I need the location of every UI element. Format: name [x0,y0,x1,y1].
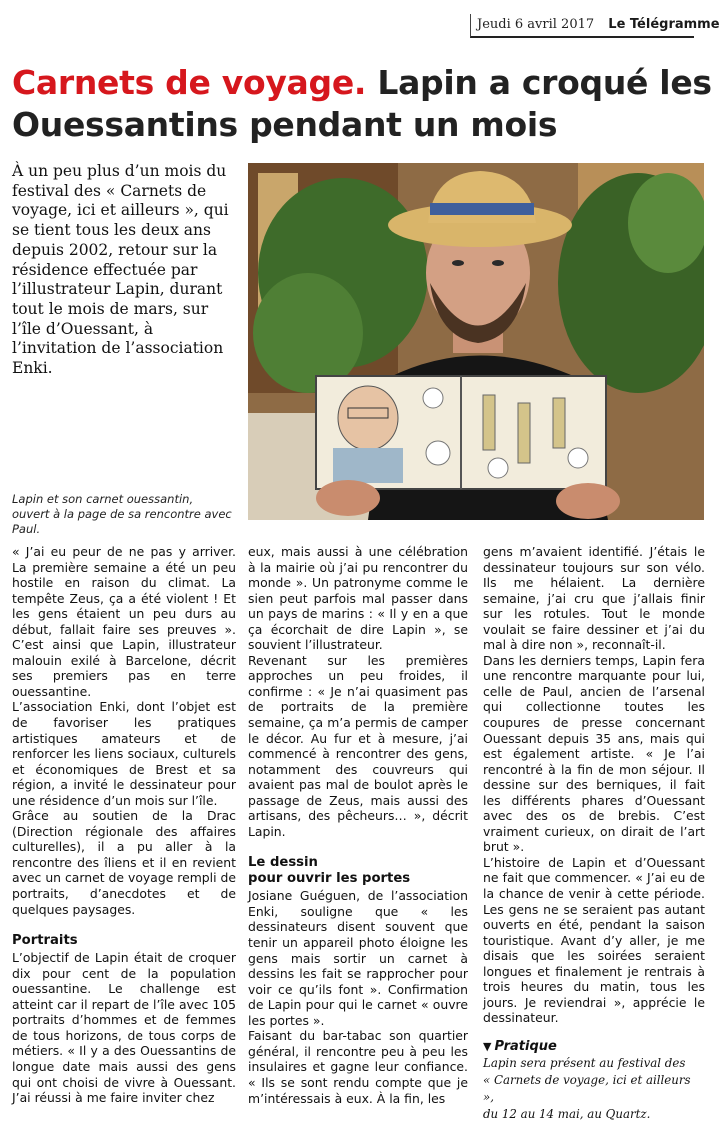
paragraph: Revenant sur les premières approches un peu froides, il confirme : « Je n’ai quasiment pas de portraits de la première semaine, ça m’a permis de camper le décor. Au fur et à mesure, j’ai commencé à rencontrer des gens, notamment des couvreurs qui avaient pas mal de boulot après le passage de Zeus, mais aussi des artisans, des pêcheurs… », décrit Lapin. [248,652,468,839]
section-heading-dessin [248,855,468,887]
issue-date: Jeudi 6 avril 2017 [477,17,595,32]
section-heading-line: pour ouvrir les portes [248,871,411,887]
paragraph: eux, mais aussi à une célébration à la mairie où j’ai pu rencontrer du monde ». Un patronyme comme le sien peut parfois mal passer dans un pays de marins : « Il y en a que ça écorchait de dire Lapin », se souvient l’illustrateur. [248,544,468,653]
article-column-3 [483,544,705,1123]
section-heading-portraits: Portraits [12,933,78,949]
paragraph: Dans les derniers temps, Lapin fera une rencontre marquante pour lui, celle de Paul, ancien de l’arsenal qui collectionne toutes les coupures de presse concernant Ouessant depuis 35 ans, mais qui est également artiste. « Je l’ai rencontré à la fin de mon séjour. Il dessine sur des berniques, il fait les différents phares d’Ouessant avec des os de brebis. C’est vraiment curieux, on dirait de l’art brut ». [483,652,705,855]
paragraph: Grâce au soutien de la Drac (Direction régionale des affaires culturelles), il a pu aller à la rencontre des îliens et il en revient avec un carnet de voyage rempli de portraits, d’anecdotes et de quelques paysages. [12,808,236,917]
newspaper-name: Le Télégramme [608,17,720,32]
photo-caption: Lapin et son carnet ouessantin, ouvert à la page de sa rencontre avec Paul. [12,492,232,536]
article-lead: À un peu plus d’un mois du festival des « Carnets de voyage, ici et ailleurs », qui se tient tous les deux ans depuis 2002, retour sur la résidence effectuée par l’illustrateur Lapin, durant tout le mois de mars, sur l’île d’Ouessant, à l’invitation de l’association Enki. [12,162,229,378]
paragraph: gens m’avaient identifié. J’étais le dessinateur toujours sur son vélo. Ils me hélaient. La dernière semaine, j’ai cru que j’allais finir sur les rotules. Tout le monde voulait se faire dessiner et j’ai du mal à dire non », reconnaît-il. [483,544,705,653]
headline-kicker: Carnets de voyage. [12,63,367,102]
article-headline [12,62,712,146]
paragraph: L’association Enki, dont l’objet est de favoriser les pratiques artistiques amateurs et de renforcer les liens sociaux, culturels et économiques de Brest et sa région, a invité le dessinateur pour une résidence d’un mois sur l’île. [12,699,236,808]
paragraph: Josiane Guéguen, de l’association Enki, souligne que « les dessinateurs disent souvent que tenir un appareil photo éloigne les gens mais sortir un carnet à dessins les fait se rapprocher pour voir ce qu’ils font ». Confirmation de Lapin pour qui le carnet « ouvre les portes ». [248,888,468,1028]
headline-text: Lapin a croqué les Ouessantins pendant un mois [12,63,712,144]
practical-info-heading [483,1038,705,1055]
paragraph: L’objectif de Lapin était de croquer dix pour cent de la population ouessantine. Le challenge est atteint car il repart de l’île avec 105 portraits d’hommes et de femmes de tous horizons, de tous corps de métiers. « Il y a des Ouessantins de longue date mais aussi des gens qui ont choisi de vivre à Ouessant. J’ai réussi à me faire inviter chez [12,950,236,1106]
practical-info-line: du 12 au 14 mai, au Quartz. [483,1106,651,1121]
photo-illustration [248,163,704,520]
practical-info-title: Pratique [494,1038,557,1054]
practical-info [483,1055,705,1123]
section-heading-line: Le dessin [248,855,318,871]
practical-info-line: « Carnets de voyage, ici et ailleurs », [483,1072,691,1104]
triangle-down-icon: ▼ [483,1039,492,1053]
article-photo [248,163,704,520]
article-column-1 [12,544,236,1106]
paragraph: « J’ai eu peur de ne pas y arriver. La première semaine a été un peu hostile en raison du climat. La tempête Zeus, ça a été violent ! Et les gens étaient un peu durs au début, fallait faire ses preuves ». C’est ainsi que Lapin, illustrateur malouin exilé à Barcelone, décrit ses premiers pas en terre ouessantine. [12,544,236,699]
page-header [470,14,720,38]
paragraph: Faisant du bar-tabac son quartier général, il rencontre peu à peu les insulaires et gagne leur confiance. « Ils se sont rendu compte que je m’intéressais à eux. À la fin, les [248,1028,468,1106]
paragraph: L’histoire de Lapin et d’Ouessant ne fait que commencer. « J’ai eu de la chance de venir à cette période. Les gens ne se seraient pas autant ouverts en été, pendant la saison touristique. Avant d’y aller, je me disais que les soirées seraient longues et finalement je rentrais à trois heures du matin, tous les jours. Je reviendrai », apprécie le dessinateur. [483,854,705,1026]
article-column-2 [248,544,468,1106]
practical-info-line: Lapin sera présent au festival des [483,1055,686,1070]
